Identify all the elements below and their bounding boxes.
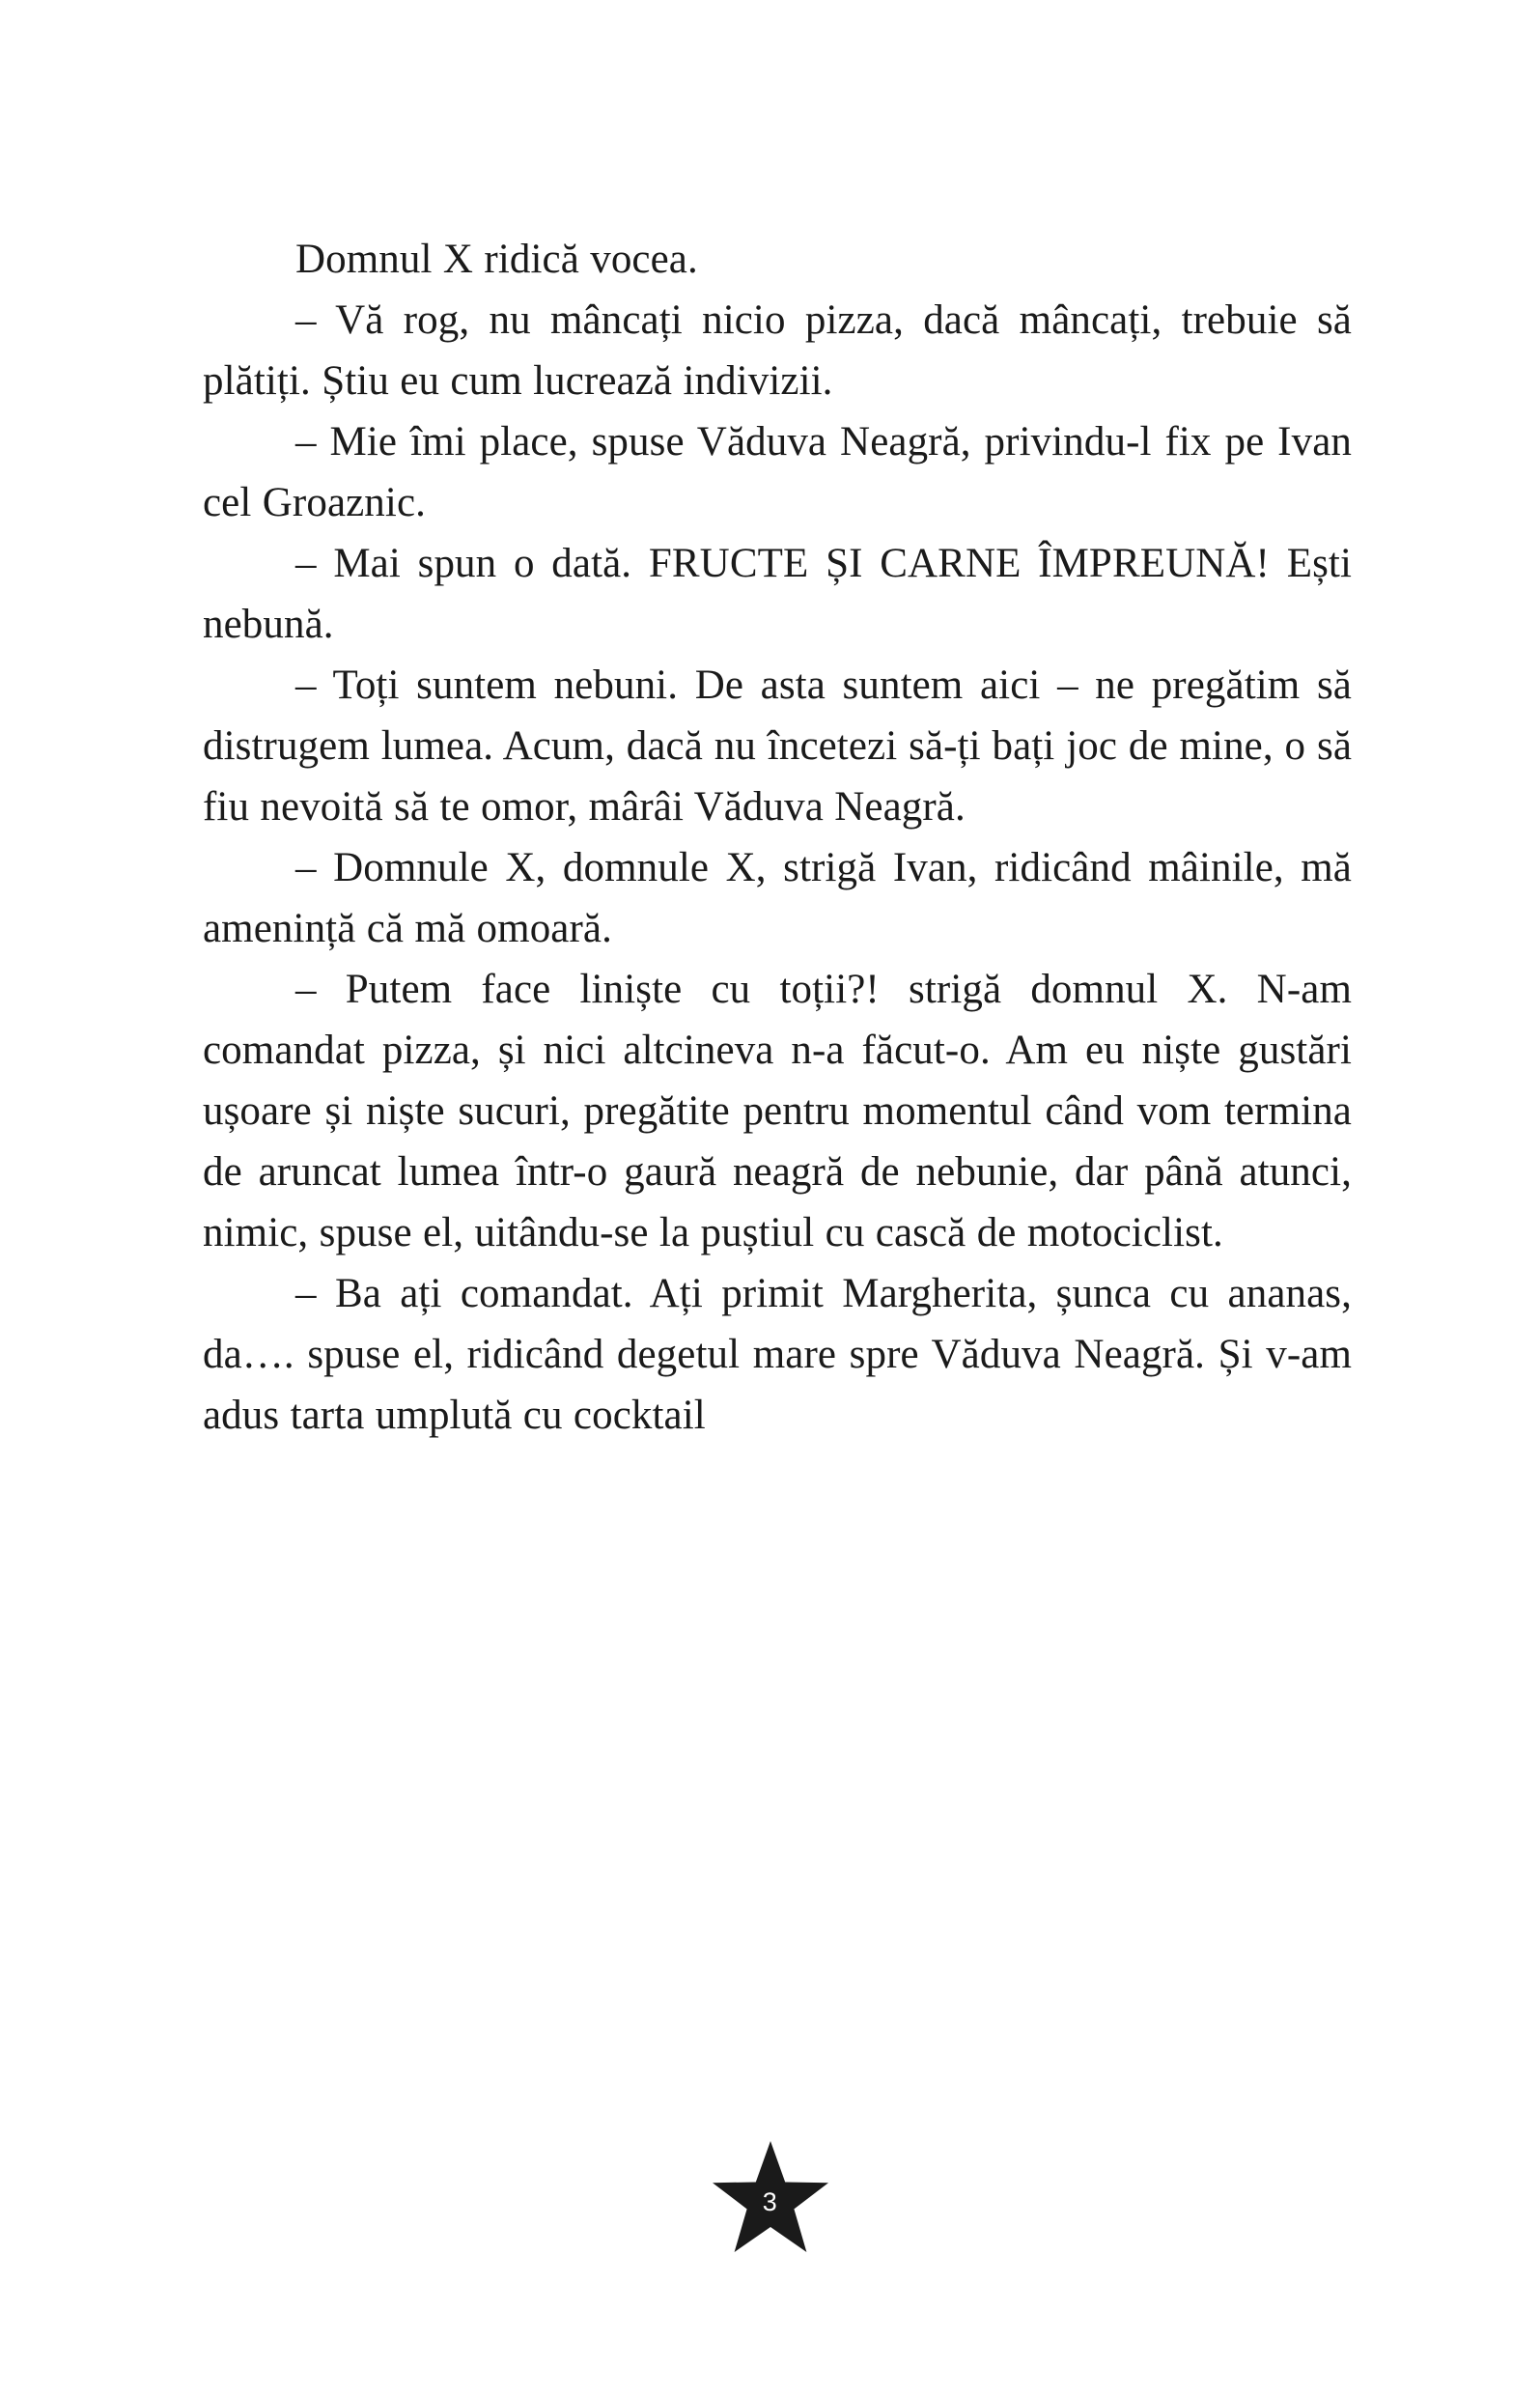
page-number-badge: [0, 2139, 1540, 2257]
body-text: [203, 230, 1352, 1447]
star-icon: [709, 2139, 832, 2257]
paragraph: – Mie îmi place, spuse Văduva Neagră, privindu-l fix pe Ivan cel Groaznic.: [203, 418, 1352, 525]
paragraph: – Domnule X, domnule X, strigă Ivan, ridicând mâinile, mă amenință că mă omoară.: [203, 844, 1352, 951]
paragraph: – Vă rog, nu mâncați nicio pizza, dacă mâncați, trebuie să plătiți. Știu eu cum lucrează indivizii.: [203, 296, 1352, 404]
paragraph: – Putem face liniște cu toții?! strigă domnul X. N-am comandat pizza, și nici altcineva n-a făcut-o. Am eu niște gustări ușoare și niște sucuri, pregătite pentru momentul când vom termina de aruncat lumea într-o gaură neagră de nebunie, dar până atunci, nimic, spuse el, uitându-se la puștiul cu cască de motociclist.: [203, 966, 1352, 1255]
paragraph: – Mai spun o dată. FRUCTE ȘI CARNE ÎMPREUNĂ! Ești nebună.: [203, 540, 1352, 647]
paragraph: Domnul X ridică vocea.: [295, 237, 698, 282]
folio-number: 3: [762, 2186, 778, 2216]
paragraph: – Ba ați comandat. Ați primit Margherita, șunca cu ananas, da…. spuse el, ridicând degetul mare spre Văduva Neagră. Și v-am adus tarta umplută cu cocktail: [203, 1270, 1352, 1438]
paragraph: – Toți suntem nebuni. De asta suntem aici – ne pregătim să distrugem lumea. Acum, dacă nu încetezi să-ți bați joc de mine, o să fiu nevoită să te omor, mârâi Văduva Neagră.: [203, 662, 1352, 830]
